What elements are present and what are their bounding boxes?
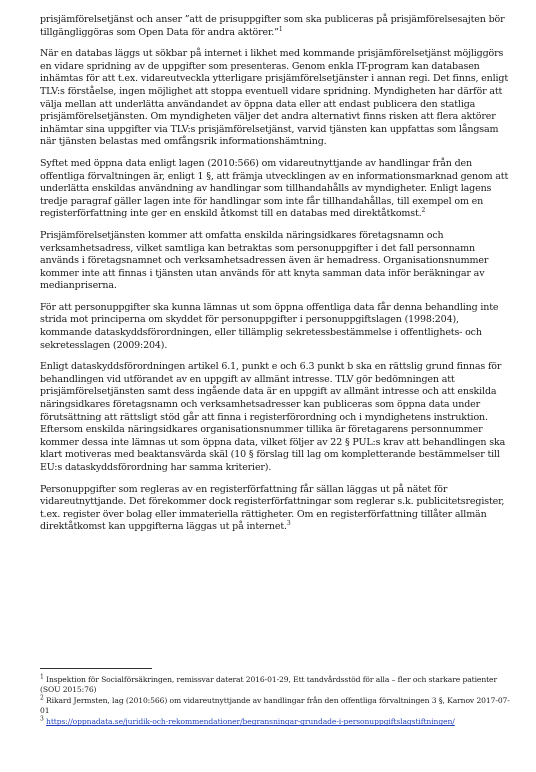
footnote bbox=[40, 696, 510, 715]
paragraph bbox=[40, 361, 510, 474]
paragraph bbox=[40, 484, 510, 534]
paragraph bbox=[40, 230, 510, 293]
paragraph-text: När en databas läggs ut sökbar på internet i likhet med kommande prisjämförelsetjänst möjliggörs en vidare spridning av de uppgifter som presenteras. Genom enkla IT-program kan databasen inhämtas för att t.ex. vidareutveckla ytterligare prisjämförelsetjänster i annan regi. Det finns, enligt TLV:s förståelse, ingen möjlighet att stoppa eventuell vidare spridning. Myndigheten har därför att välja mellan att underlätta användandet av öppna data eller att endast publicera den statliga prisjämförelsetjänsten. Om myndigheten väljer det andra alternativt finns risken att flera aktörer inhämtar sina uppgifter via TLV:s prisjämförelsetjänst, varvid tjänsten kan uppfattas som långsam när tjänsten belastas med omfångsrik informationshämtning. bbox=[40, 48, 508, 148]
document-body bbox=[40, 14, 510, 543]
footnote-number: 2 bbox=[40, 694, 44, 702]
footnote bbox=[40, 717, 510, 727]
footnote bbox=[40, 675, 510, 694]
footnote-number: 1 bbox=[40, 673, 44, 681]
footnote-link[interactable]: https://oppnadata.se/juridik-och-rekommendationer/begransningar-grundade-i-personuppgiftslagstiftningen/ bbox=[46, 717, 455, 727]
footnote-ref[interactable]: 3 bbox=[286, 520, 291, 528]
footnote-text: Rikard Jermsten, lag (2010:566) om vidareutnyttjande av handlingar från den offentliga förvaltningen 3 §, Karnov 2017-07-01 bbox=[40, 696, 510, 715]
paragraph-text: För att personuppgifter ska kunna lämnas ut som öppna offentliga data får denna behandling inte strida mot principerna om skyddet för personuppgifter i personuppgiftslagen (1998:204), kommande dataskyddsförordningen, eller tillämplig sekretessbestämmelse i offentlighets- och sekretesslagen (2009:204). bbox=[40, 301, 499, 351]
footnote-ref[interactable]: 2 bbox=[421, 207, 426, 215]
footnote-ref[interactable]: 1 bbox=[278, 25, 283, 33]
footnote-divider bbox=[40, 668, 152, 669]
footnote-number: 3 bbox=[40, 715, 44, 723]
paragraph-text: Syftet med öppna data enligt lagen (2010:566) om vidareutnyttjande av handlingar från den offentliga förvaltningen är, enligt 1 §, att främja utvecklingen av en informationsmarknad genom att underlätta enskildas användning av handlingar som tillhandahålls av myndigheter. Enligt lagens tredje paragraf gäller lagen inte för handlingar som inte får tillhandahållas, till exempel om en registerförfattning inte ger en enskild åtkomst till en databas med direktåtkomst. bbox=[40, 157, 509, 220]
paragraph bbox=[40, 158, 510, 221]
paragraph bbox=[40, 48, 510, 149]
paragraph-text: Prisjämförelsetjänsten kommer att omfatta enskilda näringsidkares företagsnamn och verksamhetsadress, vilket samtliga kan betraktas som personuppgifter i det fall personnamn används i företagsnamnet och verksamhetsadressen även är hemadress. Organisationsnummer kommer inte att finnas i tjänsten utan används för att knyta samman data inför beräkningar av medianpriserna. bbox=[40, 229, 489, 292]
paragraph-text: Enligt dataskyddsförordningen artikel 6.1, punkt e och 6.3 punkt b ska en rättslig grund finnas för behandlingen vid utförandet av en uppgift av allmänt intresse. TLV gör bedömningen att prisjämförelsetjänsten samt dess ingående data är en uppgift av allmänt intresse och att enskilda näringsidkares företagsnamn och verksamhetsadresser kan publiceras som öppna data under förutsättning att rättsligt stöd går att finna i registerförordning och i myndighetens instruktion. Eftersom enskilda näringsidkares organisationsnummer tillika är företagarens personnummer kommer dessa inte lämnas ut som öppna data, vilket följer av 22 § PUL:s krav att behandlingen ska klart motiveras med beaktansvärda skäl (10 § förslag till lag om kompletterande bestämmelser till EU:s dataskyddsförordning har samma kriterier). bbox=[40, 361, 506, 473]
paragraph-text: prisjämförelsetjänst och anser ”att de prisuppgifter som ska publiceras på prisjämförelsesajten bör tillgängliggöras som Open Data för andra aktörer.” bbox=[40, 14, 505, 38]
paragraph bbox=[40, 14, 510, 39]
footnote-text: Inspektion för Socialförsäkringen, remissvar daterat 2016-01-29, Ett tandvårdsstöd för alla – fler och starkare patienter (SOU 2015:76) bbox=[40, 675, 497, 694]
paragraph-text: Personuppgifter som regleras av en registerförfattning får sällan läggas ut på nätet för vidareutnyttjande. Det förekommer dock registerförfattningar som reglerar s.k. publicitetsregister, t.ex. register över bolag eller immateriella rättigheter. Om en registerförfattning tillåter allmän direktåtkomst kan uppgifterna läggas ut på internet. bbox=[40, 483, 505, 533]
paragraph bbox=[40, 302, 510, 352]
footnotes-section bbox=[40, 668, 510, 729]
